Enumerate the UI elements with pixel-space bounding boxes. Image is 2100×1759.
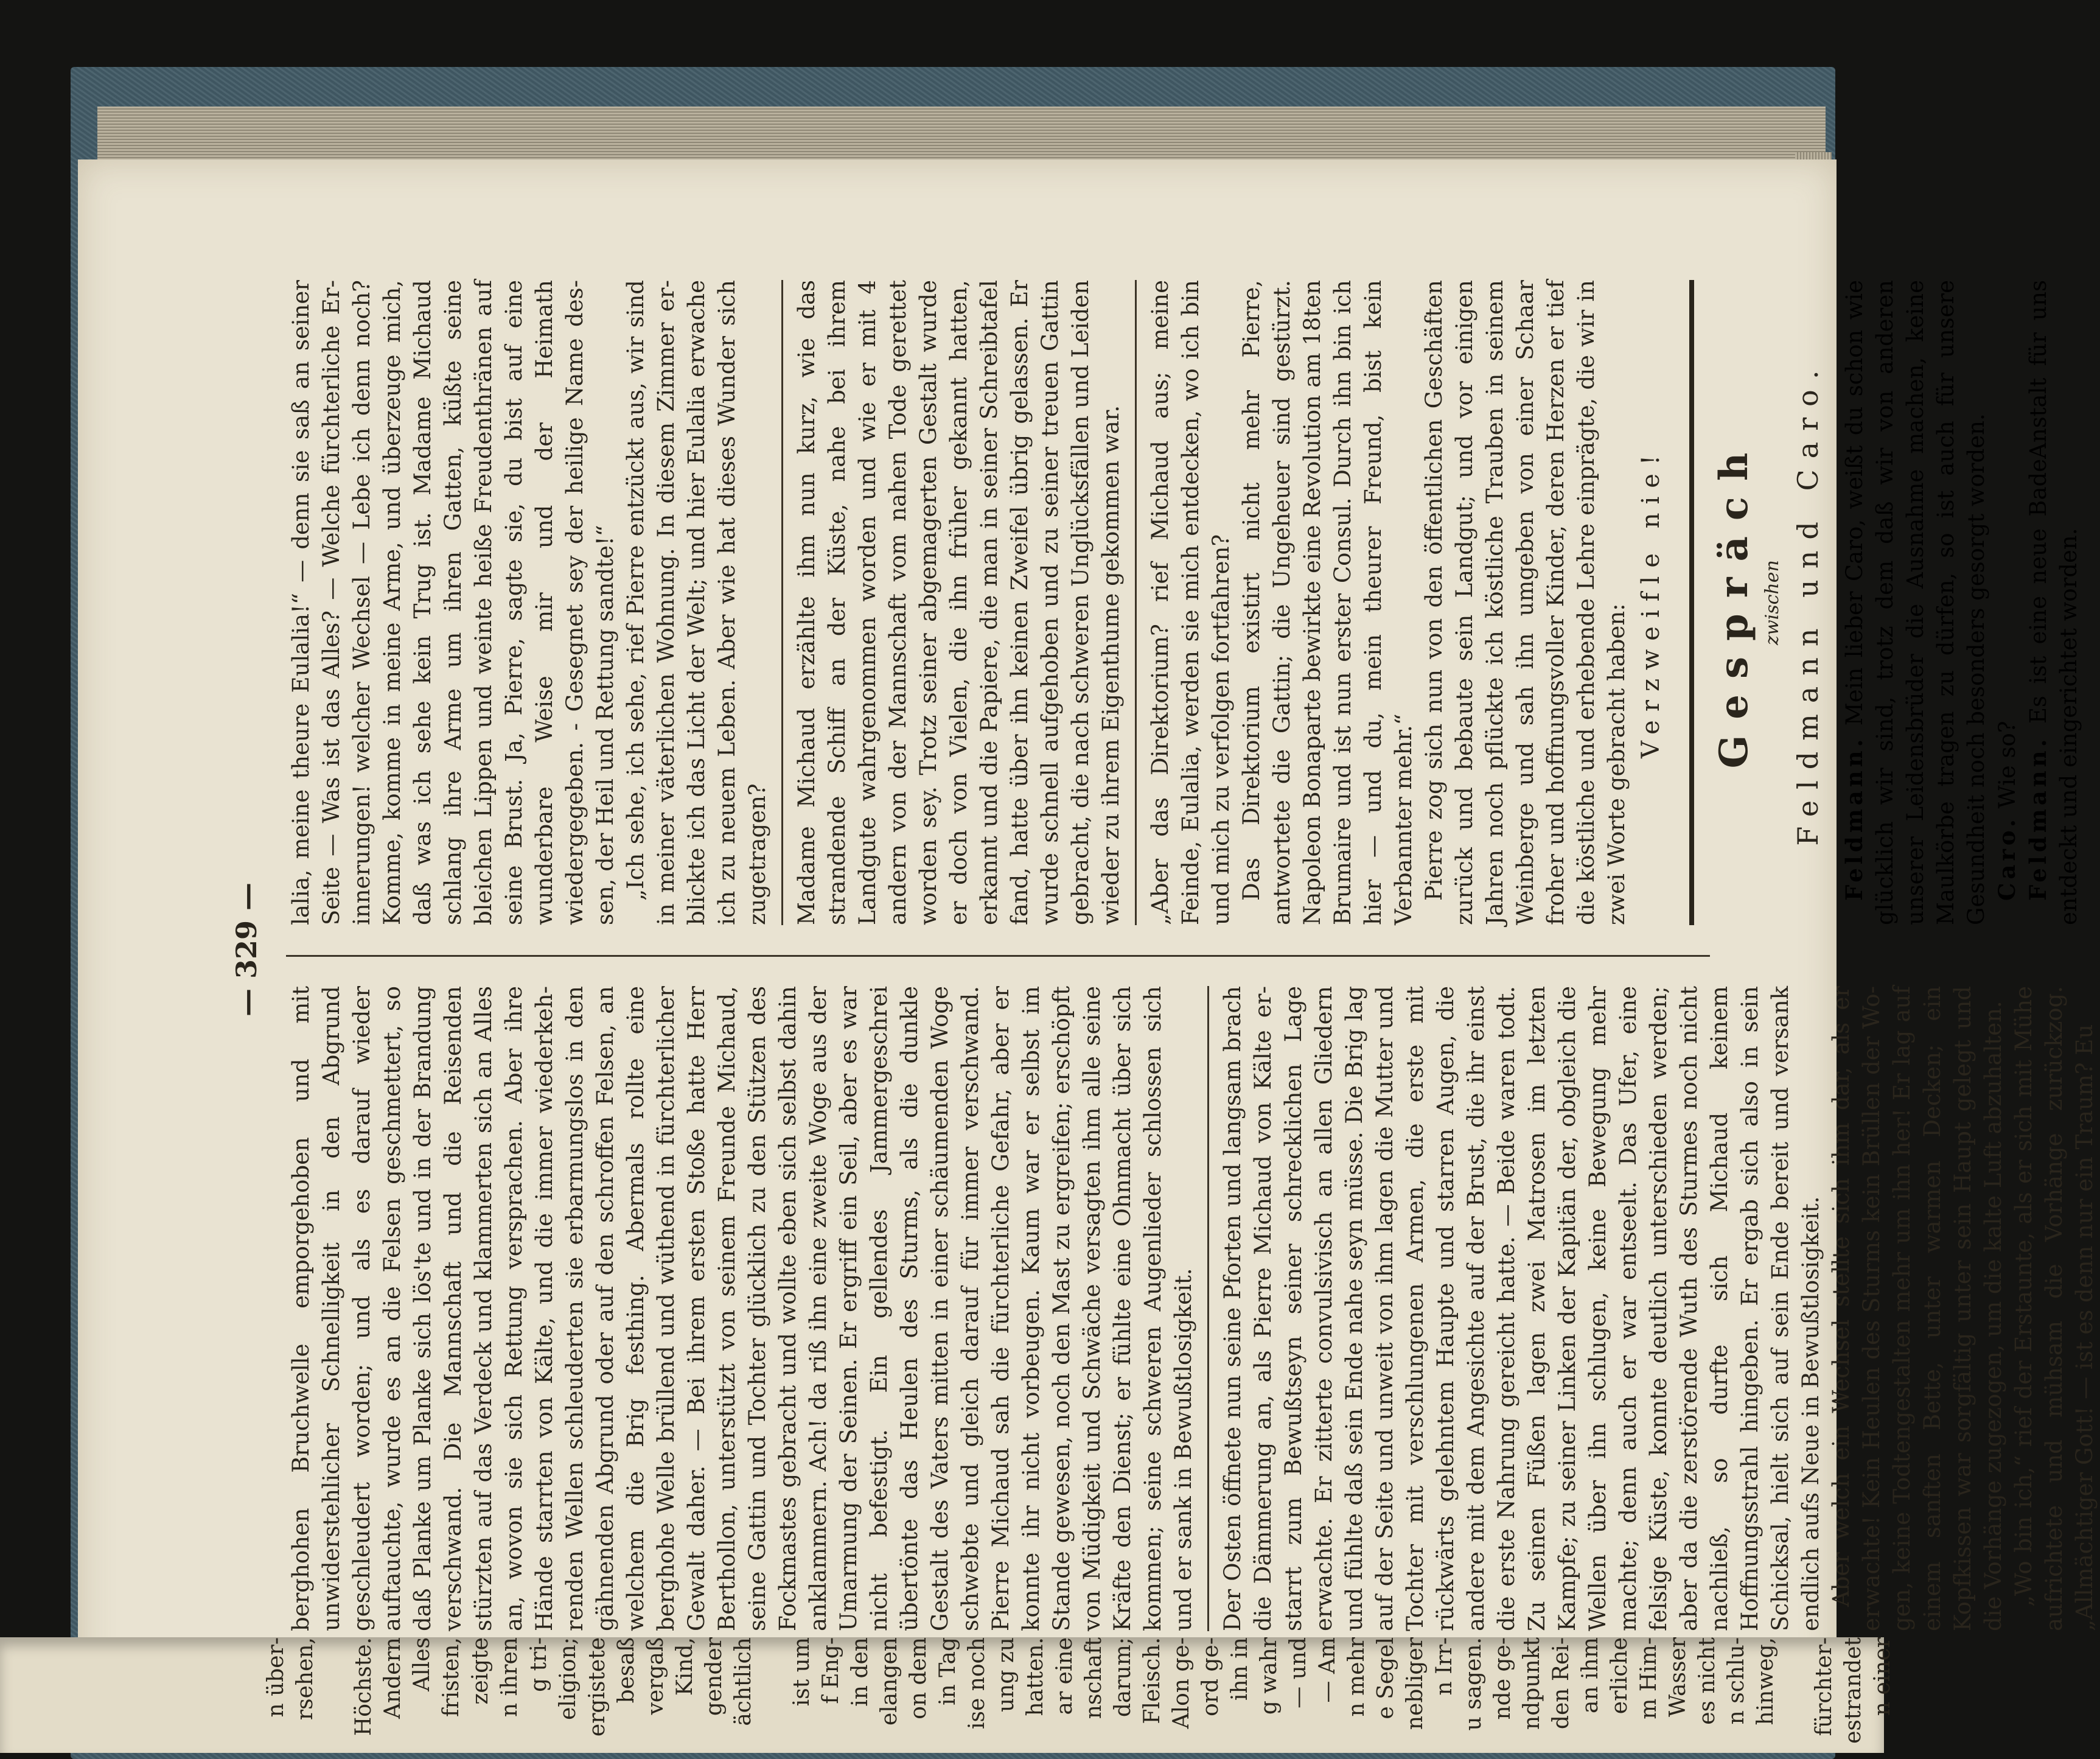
previous-page-line: n ihren [497,1637,522,1718]
previous-page-line: estrandet [1841,1637,1866,1744]
previous-page-line: n mehr [1344,1637,1369,1717]
previous-page-line: g wahr [1257,1637,1282,1715]
left-paragraph-2: Der Osten öffnete nun seine Pforten und langsam brach die Dämmerung an, als Pierre Michaud von Kälte erstarrt zum Bewußtseyn seiner schrecklichen Lage erwachte. Er zitterte convulsivisch an allen Gliedern und fühlte daß sein Ende nahe seyn müsse. Die Brig lag auf der Seite und unweit von ihm lagen die Mutter und Tochter mit verschlungenen Armen, die erste mit rückwärts gelehntem Haupte und starren Augen, die andere mit dem Angesichte auf der Brust, die ihr einst die erste Nahrung gereicht hatte. — Beide waren todt. Zu seinen Füßen lagen zwei Matrosen im letzten Kampfe; zu seiner Linken der Kapitän der, obgleich die Wellen über ihn schlugen, keine Bewegung mehr machte; denn auch er war entseelt. Das Ufer, eine felsige Küste, konnte deutlich unterschieden werden; aber da die zerstörende Wuth des Sturmes noch nicht nachließ, so durfte sich Michaud keinem Hoffnungsstrahl hingeben. Er ergab sich also in sein Schicksal, hielt sich auf sein Ende bereit und versank endlich aufs Neue in Bewußtlosigkeit. [1219,986,1824,1631]
previous-page-line: n einer [1870,1637,1895,1716]
previous-page-line: gender [702,1637,727,1716]
page-text-frame [219,268,2098,1631]
previous-page-line: an ihm [1578,1637,1603,1713]
dialog-line [1839,280,1992,925]
previous-page-line: fürchter- [1812,1637,1837,1736]
dialog-speaker: Caro. [1994,816,2020,901]
left-paragraph-3: Aber welch ein Wechsel stellte sich ihm dar, als er erwachte! Kein Heulen des Sturms kein Brüllen der Wogen, keine Todtengestalten mehr um ihn her! Er lag auf einem sanften Bette, unter warmen Decken; ein Kopfkissen war sorgfältig unter sein Haupt gelegt und die Vorhänge zugezogen, um die kalte Luft abzuhalten. [1828,986,2006,1631]
dialog-line [2023,280,2084,925]
previous-page-line: ist um [789,1637,814,1707]
previous-page-line: ndpunkt [1519,1637,1544,1730]
previous-page-line: darum; [1111,1637,1135,1718]
previous-page-line: n schlu- [1724,1637,1749,1725]
section-subtitle: zwischen [1762,560,1783,645]
right-column [286,279,2082,925]
previous-page-line: fristen, [439,1637,464,1717]
motto: Verzweifle nie! [1637,446,1665,759]
previous-page-line: vergaß [643,1637,668,1715]
previous-page-line: ord ge- [1198,1637,1223,1716]
previous-page-line: ächtlich [731,1637,756,1726]
previous-page-line: Höchste. [351,1637,376,1736]
right-paragraph-1: lalia, meine theure Eulalia!“ — denn sie saß an seiner Seite — Was ist das Alles? — Welche fürchterliche Erinnerungen! welcher Wechsel — Lebe ich denn noch? Komme, komme in meine Arme, und überzeuge mich, daß was ich sehe kein Trug ist. Madame Michaud schlang ihre Arme um ihren Gatten, küßte seine bleichen Lippen und weinte heiße Freudenthränen auf seine Brust. Ja, Pierre, sagte sie, du bist auf eine wunderbare Weise mir und der Heimath wiedergegeben. - Gesegnet sey der heilige Name dessen, der Heil und Rettung sandte!“ [288,280,618,925]
previous-page-line: in den [848,1637,873,1707]
previous-page-line [1781,1637,1810,1753]
section-divider [781,280,783,925]
previous-page-line: nde ge- [1490,1637,1515,1720]
right-paragraph-4: „Aber das Direktorium? rief Michaud aus; meine Feinde, Eulalia, werden sie mich entdecken, wo ich bin und mich zu verfolgen fortfahren? [1147,280,1234,925]
previous-page-line [758,1637,787,1753]
previous-page-line: Kind, [672,1637,697,1696]
previous-page-line: zeigte [468,1637,493,1705]
previous-page-line: — und [1286,1637,1311,1708]
heavy-rule [1689,280,1694,925]
right-paragraph-3: Madame Michaud erzählte ihm nun kurz, wie das strandende Schiff an der Küste, nahe bei ihrem Landgute wahrgenommen worden und wie er mit 4 andern von der Mannschaft vom nahen Tode gerettet worden sey. Trotz seiner abgemagerten Gestalt wurde er doch von Vielen, die ihn früher gekannt hatten, erkannt und die Papiere, die man in seiner Schreibtafel fand, hatte über ihn keinen Zweifel übrig gelassen. Er wurde schnell aufgehoben und zu seiner treuen Gattin gebracht, die nach schweren Unglücksfällen und Leiden wieder zu ihrem Eigenthume gekommen war. [794,280,1124,925]
previous-page-line: n Irr- [1432,1637,1457,1696]
previous-page-line: u sagen. [1461,1637,1486,1731]
previous-page-text [262,1637,1895,1753]
previous-page-line: f Eng- [818,1637,843,1704]
page-number: — 329 — [230,882,263,1017]
previous-page-line: den Rei- [1549,1637,1574,1730]
previous-page-line: ihn in [1227,1637,1252,1701]
previous-page-line: hinweg, [1753,1637,1778,1726]
previous-page-line: Fleisch. [1140,1637,1165,1724]
section-title: Gespräch [1711,436,1757,769]
dialog-speaker: Feldmann. [2025,735,2051,901]
previous-page-line: Alon ge- [1169,1637,1194,1729]
previous-page-line: erliche [1607,1637,1632,1715]
previous-page-line: eligion; [556,1637,581,1720]
previous-page-line: hatten. [1023,1637,1048,1716]
previous-page-line: n über- [263,1637,288,1718]
left-column [286,986,2098,1631]
previous-page-line: ise noch [965,1637,989,1729]
previous-page-line: nschaft [1081,1637,1106,1719]
previous-page-line: on dem [906,1637,931,1719]
right-paragraph-2: „Ich sehe, ich sehe, rief Pierre entzückt aus, wir sind in meiner väterlichen Wohnung. In diesem Zimmer erblickte ich das Licht der Welt; und hier Eulalia erwache ich zu neuem Leben. Aber wie hat dieses Wunder sich zugetragen? [623,280,770,925]
previous-page-line: besaß [614,1637,639,1704]
previous-page-line: Alles [410,1637,434,1691]
dialog-line [1992,280,2023,925]
rotated-page-content [219,268,2098,1631]
previous-page-line: rsehen, [293,1637,318,1721]
dialog-text: Es ist eine neue BadeAnstalt für uns entdeckt und eingerichtet worden. [2025,280,2082,925]
previous-page-line [320,1637,349,1753]
previous-page-line: Wasser [1666,1637,1690,1717]
previous-page-line: ung zu [994,1637,1019,1713]
previous-page-line: m Him- [1636,1637,1661,1719]
previous-page-line: es nicht [1695,1637,1720,1725]
left-paragraph-1: berghohen Bruchwelle emporgehoben und mit unwiderstehlicher Schnelligkeit in den Abgrund geschleudert worden; und als es darauf wieder auftauchte, wurde es an die Felsen geschmettert, so daß Planke um Planke sich lös'te und in der Brandung verschwand. Die Mannschaft und die Reisenden stürzten auf das Verdeck und klammerten sich an Alles an, wovon sie sich Rettung versprachen. Aber ihre Hände starrten von Kälte, und die immer wiederkehrenden Wellen schleuderten sie erbarmungslos in den gähnenden Abgrund oder auf den schroffen Felsen, an welchem die Brig festhing. Abermals rollte eine berghohe Welle brüllend und wüthend in fürchterlicher Gewalt daher. — Bei ihrem ersten Stoße hatte Herr Berthollon, unterstützt von seinem Freunde Michaud, seine Gattin und Tochter glücklich zu den Stützen des Fockmastes gebracht und wollte eben sich selbst dahin anklammern. Ach! da riß ihn eine zweite Woge aus der Umarmung der Seinen. Er ergriff ein Seil, aber es war nicht befestigt. Ein gellendes Jammergeschrei übertönte das Heulen des Sturms, als die dunkle Gestalt des Vaters mitten in einer schäumenden Woge schwebte und gleich darauf für immer verschwand. Pierre Michaud sah die fürchterliche Gefahr, aber er konnte ihr nicht vorbeugen. Kaum war er selbst im Stande gewesen, noch den Mast zu ergreifen; erschöpft von Müdigkeit und Schwäche versagten ihm alle seine Kräfte den Dienst; er fühlte eine Ohnmacht über sich kommen; seine schweren Augenlieder schlossen sich und er sank in Bewußtlosigkeit. [288,986,1196,1631]
previous-page-line: ar eine [1052,1637,1077,1715]
section-names: Feldmann und Caro. [1791,359,1824,846]
dialog-text: Mein lieber Caro, weißt du schon wie glücklich wir sind, trotz dem daß wir von anderen unserer Leidensbrüder die Ausnahme machen, keine Maulkörbe tragen zu dürfen, so ist auch für unsere Gesundheit noch besonders gesorgt worden. [1841,279,1989,925]
column-rule [286,955,1710,957]
right-paragraph-5: Das Direktorium existirt nicht mehr Pierre, antwortete die Gattin; die Ungeheuer sind gestürzt. Napoleon Bonaparte bewirkte eine Revolution am 18ten Brumaire und ist nun erster Consul. Durch ihn bin ich hier — und du, mein theurer Freund, bist kein Verbannter mehr.“ [1238,280,1417,925]
right-paragraph-6: Pierre zog sich nun von den öffentlichen Geschäften zurück und bebaute sein Landgut; und vor einigen Jahren noch pflückte ich köstliche Trauben in seinem Weinberge und sah ihn umgeben von einer Schaar froher und hoffnungsvoller Kinder, deren Herzen er tief die köstliche und erhebende Lehre einprägte, die wir in zwei Worte gebracht haben: [1421,280,1630,925]
previous-page-line: — Am [1315,1637,1340,1703]
previous-page-line: nebliger [1403,1637,1428,1730]
dialog-text: Wie so? [1994,721,2020,809]
section-divider [1135,280,1137,925]
previous-page-line: e Segel [1373,1637,1398,1719]
dialog-speaker: Feldmann. [1841,735,1868,901]
previous-page-sliver [0,1637,1895,1753]
previous-page-line: g tri- [526,1637,551,1692]
previous-page-line: elangen [877,1637,902,1726]
previous-page-line: Andern [380,1637,405,1719]
previous-page-line: ergistete [585,1637,610,1737]
section-divider [1207,986,1209,1631]
left-paragraph-4: „Wo bin ich,“ rief der Erstaunte, als er sich mit Mühe aufrichtete und mühsam die Vorhänge zurückzog. „Allmächtiger Gott! — ist es denn nur ein Traum? Eu [2011,986,2098,1631]
previous-page-line: in Tag [935,1637,960,1705]
